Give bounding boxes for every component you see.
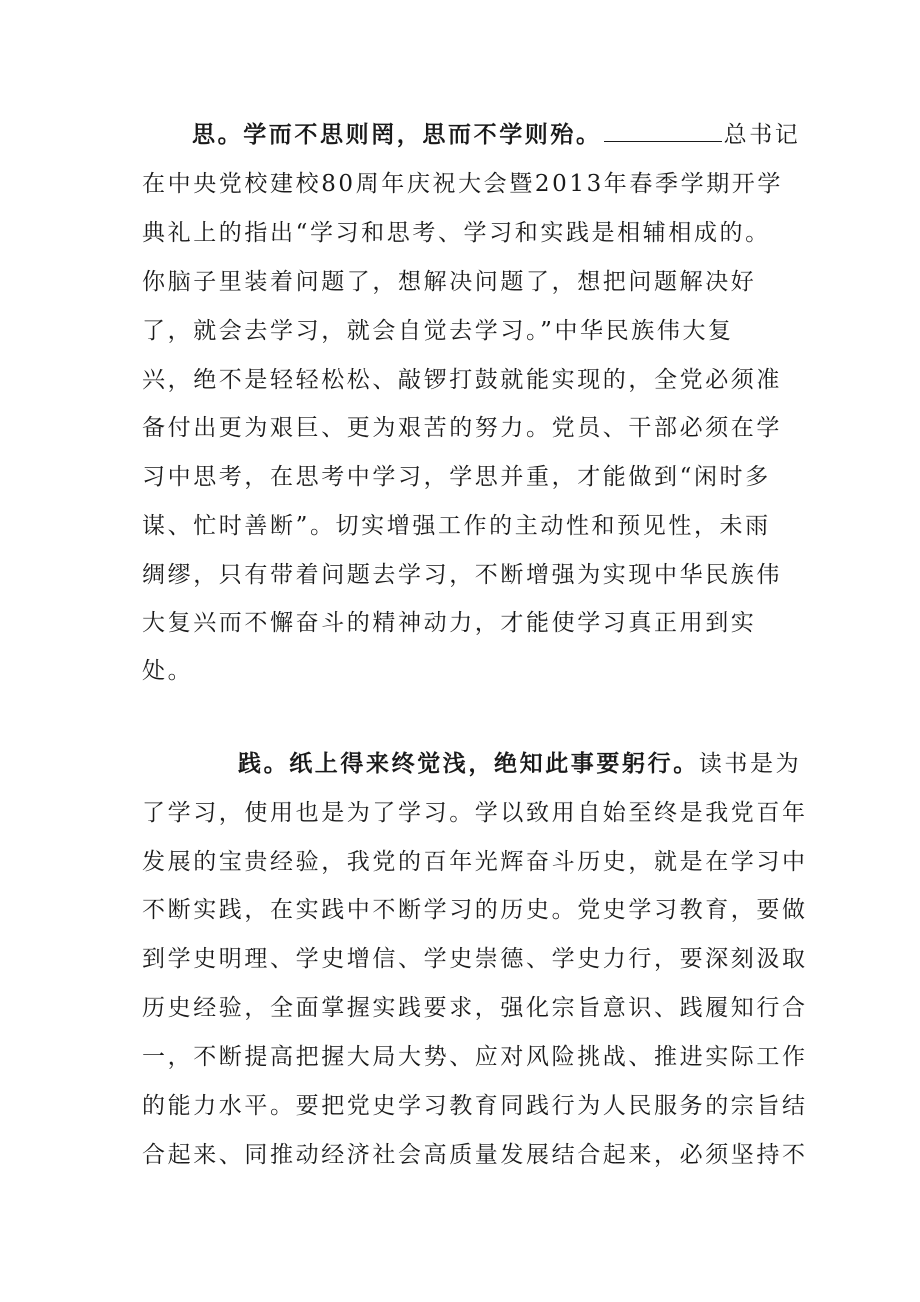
think-heading-line: [192, 120, 800, 150]
paragraph-line: 的能力水平。要把党史学习教育同践行为人民服务的宗旨结: [142, 1093, 808, 1119]
paragraph-line: 不断实践，在实践中不断学习的历史。党史学习教育，要做: [142, 897, 808, 923]
paragraph-line: 一，不断提高把握大局大势、应对风险挑战、推进实际工作: [142, 1044, 808, 1070]
paragraph-line: 了，就会去学习，就会自觉去学习。”中华民族伟大复: [142, 318, 734, 344]
practice-heading: 践。纸上得来终觉浅，绝知此事要躬行。: [238, 750, 699, 777]
think-heading: 思。学而不思则罔，思而不学则殆。: [192, 121, 602, 148]
paragraph-line: 合起来、同推动经济社会高质量发展结合起来，必须坚持不: [142, 1142, 808, 1168]
paragraph-line: 大复兴而不懈奋斗的精神动力，才能使学习真正用到实: [142, 610, 757, 636]
paragraph-line: 你脑子里装着问题了，想解决问题了，想把问题解决好: [142, 269, 757, 295]
paragraph-line: 在中央党校建校80周年庆祝大会暨2013年春季学期开学: [142, 171, 783, 197]
paragraph-line: 典礼上的指出“学习和思考、学习和实践是相辅相成的。: [142, 220, 771, 246]
fill-in-blank: [604, 121, 722, 142]
paragraph-line: 习中思考，在思考中学习，学思并重，才能做到“闲时多: [142, 464, 771, 490]
paragraph-line: 了学习，使用也是为了学习。学以致用自始至终是我党百年: [142, 800, 808, 826]
paragraph-line: 处。: [142, 658, 194, 684]
paragraph-line: 备付出更为艰巨、更为艰苦的努力。党员、干部必须在学: [142, 415, 782, 441]
paragraph-line: 兴，绝不是轻轻松松、敲锣打鼓就能实现的，全党必须准: [142, 367, 782, 393]
paragraph-line: 到学史明理、学史增信、学史崇德、学史力行，要深刻汲取: [142, 946, 808, 972]
think-heading-tail: 总书记: [723, 122, 801, 148]
paragraph-line: 绸缪，只有带着问题去学习，不断增强为实现中华民族伟: [142, 562, 782, 588]
paragraph-line: 发展的宝贵经验，我党的百年光辉奋斗历史，就是在学习中: [142, 849, 808, 875]
paragraph-line: 历史经验，全面掌握实践要求，强化宗旨意识、践履知行合: [142, 995, 808, 1021]
practice-heading-tail: 读书是为: [698, 751, 802, 777]
practice-heading-line: [238, 749, 801, 779]
paragraph-line: 谋、忙时善断”。切实增强工作的主动性和预见性，未雨: [142, 513, 771, 539]
